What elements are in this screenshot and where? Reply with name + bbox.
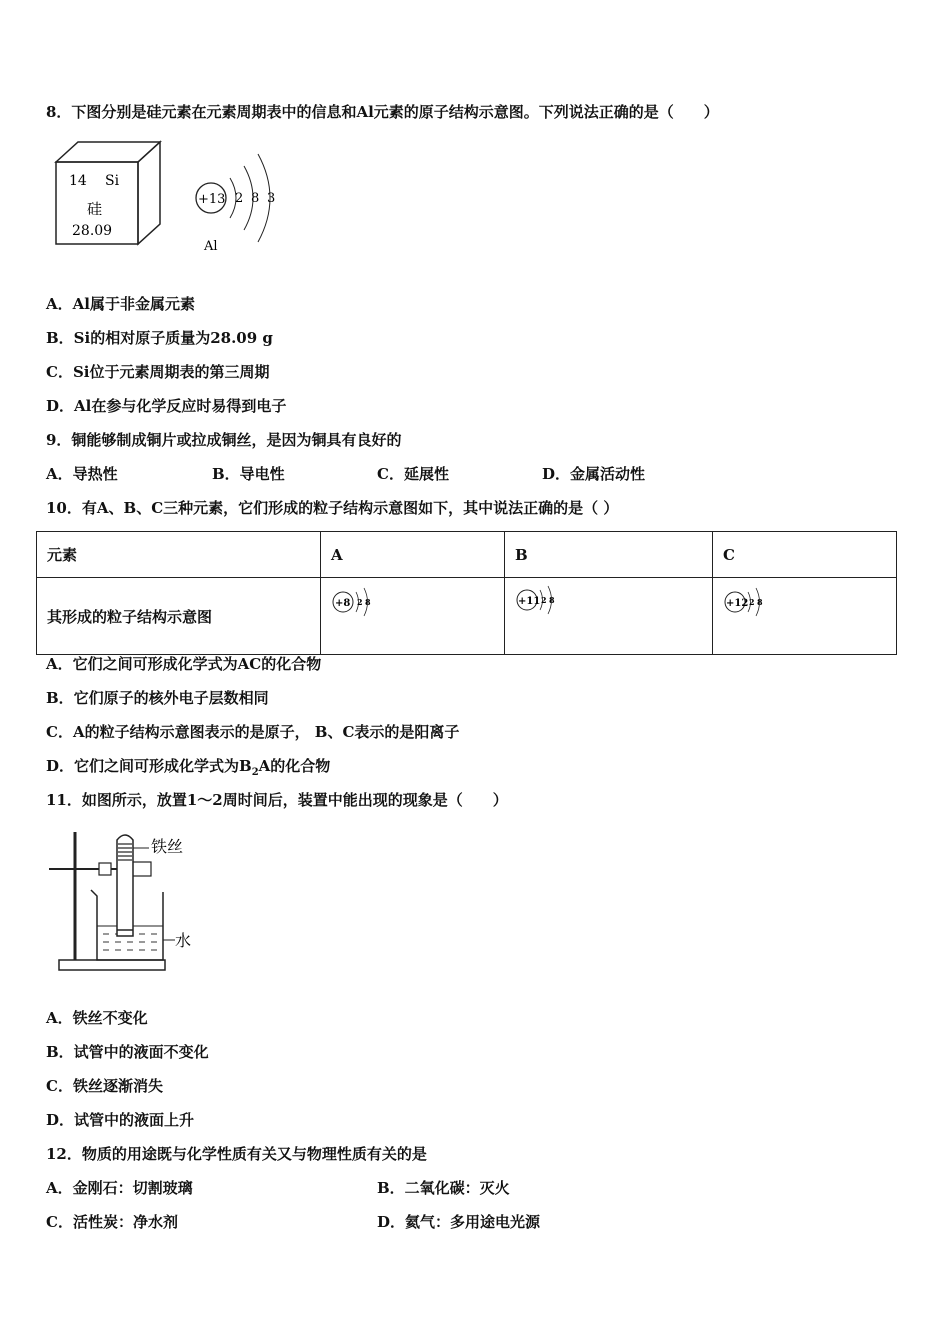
q10-option-c: C．A的粒子结构示意图表示的是原子， B、C表示的是阳离子: [46, 723, 460, 741]
aluminum-atom-diagram: [196, 154, 275, 254]
q9-option-b: B．导电性: [212, 465, 285, 483]
label-water: 水: [175, 931, 192, 950]
q10-option-b: B．它们原子的核外电子层数相同: [46, 689, 269, 707]
q12-stem: 12．物质的用途既与化学性质有关又与物理性质有关的是: [46, 1145, 427, 1163]
q12-option-d: D．氦气：多用途电光源: [377, 1213, 541, 1231]
q11-option-d: D．试管中的液面上升: [46, 1111, 195, 1129]
si-atomic-mass: 28.09: [72, 223, 113, 239]
q9-option-c: C．延展性: [377, 465, 449, 483]
particle-c-shell-2: 8: [757, 597, 763, 607]
q8-option-c: C．Si位于元素周期表的第三周期: [46, 363, 270, 381]
particle-c-diagram: [723, 584, 773, 620]
particle-a-shell-2: 8: [365, 597, 371, 607]
particle-b-shell-2: 8: [549, 595, 555, 605]
header-b: B: [505, 532, 713, 578]
particle-b-diagram: [515, 584, 565, 620]
al-shell-1: 2: [235, 191, 244, 206]
si-atomic-number: 14: [69, 173, 87, 189]
q10-option-d-prefix: D．它们之间可形成化学式为B: [46, 757, 252, 775]
q10-stem: 10．有A、B、C三种元素，它们形成的粒子结构示意图如下，其中说法正确的是（ ）: [46, 499, 619, 517]
cell-particle-b: [505, 578, 713, 655]
label-iron-wire: 铁丝: [151, 837, 184, 856]
q12-option-b: B．二氧化碳：灭火: [377, 1179, 510, 1197]
q9-option-d: D．金属活动性: [542, 465, 646, 483]
particle-b-nucleus: +11: [518, 596, 541, 607]
al-shell-3: 3: [267, 191, 276, 206]
q11-apparatus-figure: [45, 828, 205, 978]
header-c: C: [713, 532, 897, 578]
table-row: [37, 578, 897, 655]
cell-particle-c: [713, 578, 897, 655]
al-label: Al: [204, 239, 218, 254]
q10-option-d-subscript: 2: [251, 767, 259, 778]
particle-a-nucleus: +8: [335, 598, 351, 609]
al-nucleus: +13: [198, 192, 226, 207]
q11-option-b: B．试管中的液面不变化: [46, 1043, 209, 1061]
q11-option-c: C．铁丝逐渐消失: [46, 1077, 163, 1095]
q8-option-d: D．Al在参与化学反应时易得到电子: [46, 397, 287, 415]
particle-c-nucleus: +12: [726, 598, 749, 609]
q12-option-a: A．金刚石：切割玻璃: [46, 1179, 193, 1197]
header-a: A: [321, 532, 505, 578]
q12-option-c: C．活性炭：净水剂: [46, 1213, 178, 1231]
q8-stem: 8．下图分别是硅元素在元素周期表中的信息和Al元素的原子结构示意图。下列说法正确的是（ ）: [46, 103, 719, 121]
table-header-row: [37, 532, 897, 578]
al-shell-2: 8: [251, 191, 260, 206]
row-label: 其形成的粒子结构示意图: [37, 578, 321, 655]
particle-c-shell-1: 2: [749, 597, 755, 607]
q9-stem: 9．铜能够制成铜片或拉成铜丝，是因为铜具有良好的: [46, 431, 402, 449]
q11-option-a: A．铁丝不变化: [46, 1009, 148, 1027]
q8-option-a: A．Al属于非金属元素: [46, 295, 195, 313]
q11-stem: 11．如图所示，放置1～2周时间后，装置中能出现的现象是（ ）: [46, 791, 508, 809]
q9-option-a: A．导热性: [46, 465, 118, 483]
q8-option-b: B．Si的相对原子质量为28.09 g: [46, 329, 273, 347]
q10-option-d: [46, 756, 330, 783]
q10-option-d-suffix: A的化合物: [258, 757, 331, 775]
q10-particle-table: [36, 531, 897, 655]
particle-a-diagram: [331, 584, 381, 620]
particle-b-shell-1: 2: [541, 595, 547, 605]
si-symbol: Si: [105, 173, 120, 189]
cell-particle-a: [321, 578, 505, 655]
si-name: 硅: [87, 200, 103, 218]
particle-a-shell-1: 2: [357, 597, 363, 607]
q10-option-a: A．它们之间可形成化学式为AC的化合物: [46, 655, 322, 673]
q8-figure: [50, 140, 290, 255]
header-element: 元素: [37, 532, 321, 578]
silicon-element-card: [56, 142, 160, 244]
